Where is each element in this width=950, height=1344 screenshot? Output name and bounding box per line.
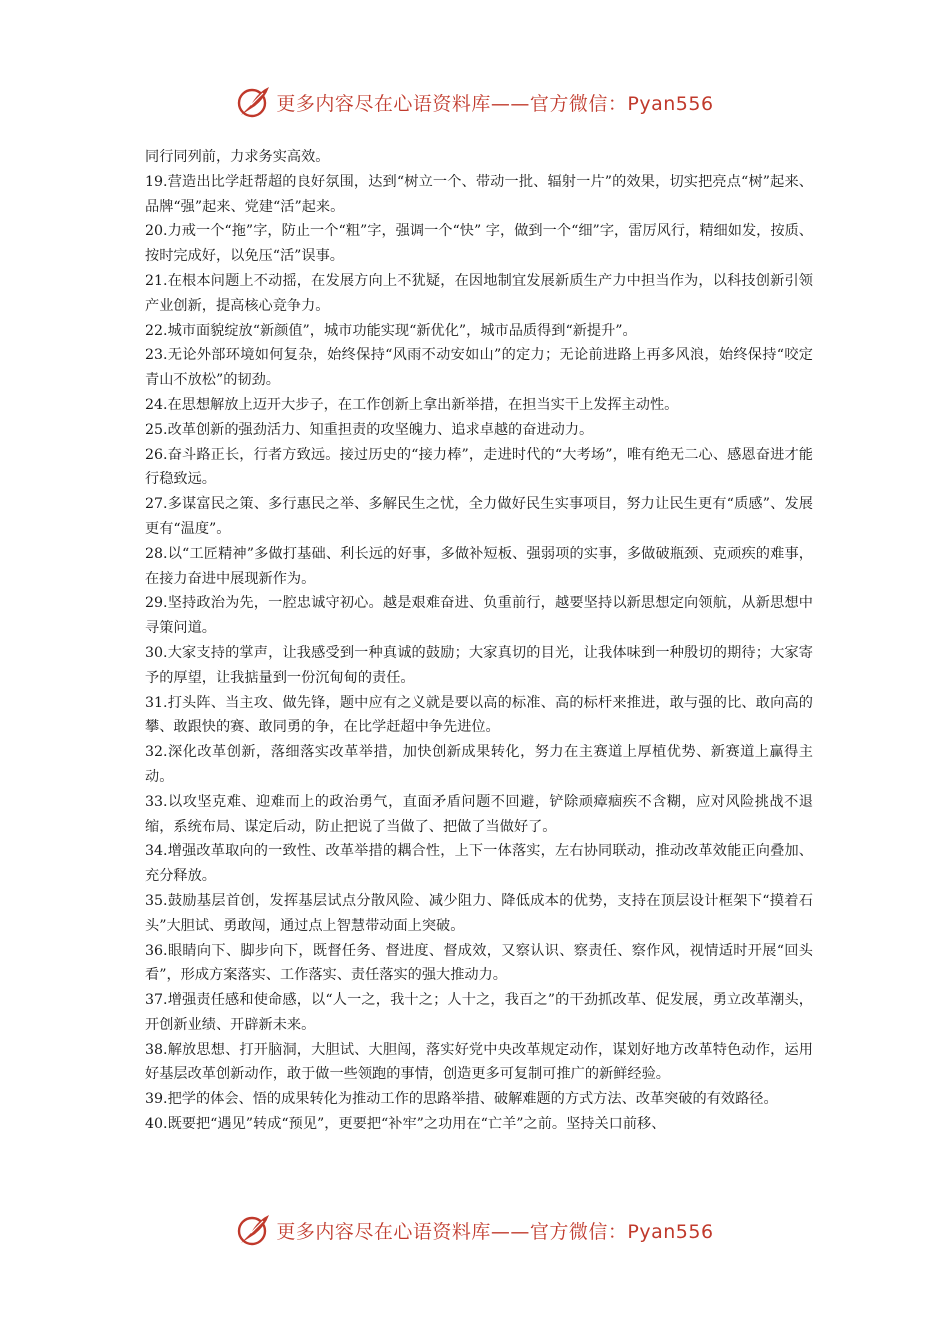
paragraph: 30.大家支持的掌声，让我感受到一种真诚的鼓励；大家真切的目光，让我体味到一种殷切的期待；大家寄予的厚望，让我掂量到一份沉甸甸的责任。: [145, 644, 813, 686]
header-brand-text: 更多内容尽在心语资料库——官方微信：Pyan556: [276, 92, 714, 115]
paragraph: 25.改革创新的强劲活力、知重担责的攻坚魄力、追求卓越的奋进动力。: [145, 421, 594, 438]
paragraph: 39.把学的体会、悟的成果转化为推动工作的思路举措、破解难题的方式方法、改革突破的有效路径。: [145, 1091, 778, 1108]
paragraph: 27.多谋富民之策、多行惠民之举、多解民生之忧，全力做好民生实事项目，努力让民生更有“质感”、发展更有“温度”。: [145, 496, 813, 537]
paragraph: 19.营造出比学赶帮超的良好氛围，达到“树立一个、带动一批、辐射一片”的效果，切实把亮点“树”起来、品牌“强”起来、党建“活”起来。: [145, 173, 813, 215]
footer-banner: [0, 1210, 950, 1250]
paragraph: 32.深化改革创新，落细落实改革举措，加快创新成果转化，努力在主赛道上厚植优势、新赛道上赢得主动。: [145, 744, 813, 785]
paragraph: 22.城市面貌绽放“新颜值”，城市功能实现“新优化”，城市品质得到“新提升”。: [145, 322, 637, 339]
quill-logo-icon: [236, 1212, 272, 1248]
quill-logo-icon: [236, 84, 272, 120]
paragraph: 同行同列前，力求务实高效。: [145, 149, 330, 165]
paragraph: 21.在根本问题上不动摇，在发展方向上不犹疑，在因地制宜发展新质生产力中担当作为，以科技创新引领产业创新，提高核心竞争力。: [145, 272, 813, 314]
paragraph: 31.打头阵、当主攻、做先锋，题中应有之义就是要以高的标准、高的标杆来推进，敢与强的比、敢向高的攀、敢跟快的赛、敢同勇的争，在比学赶超中争先进位。: [145, 694, 813, 736]
header-wechat-id: Pyan556: [627, 92, 714, 115]
paragraph: 28.以“工匠精神”多做打基础、利长远的好事，多做补短板、强弱项的实事，多做破瓶颈、克顽疾的难事，在接力奋进中展现新作为。: [145, 545, 813, 587]
paragraph: 34.增强改革取向的一致性、改革举措的耦合性，上下一体落实，左右协同联动，推动改革效能正向叠加、充分释放。: [145, 843, 813, 885]
paragraph: 38.解放思想、打开脑洞，大胆试、大胆闯，落实好党中央改革规定动作，谋划好地方改革特色动作，运用好基层改革创新动作，敢于做一些领跑的事情，创造更多可复制可推广的新鲜经验。: [145, 1041, 813, 1083]
paragraph: 40.既要把“遇见”转成“预见”，更要把“补牢”之功用在“亡羊”之前。坚持关口前移、: [145, 1116, 666, 1133]
paragraph: 33.以攻坚克难、迎难而上的政治勇气，直面矛盾问题不回避，铲除顽瘴痼疾不含糊，应对风险挑战不退缩，系统布局、谋定后动，防止把说了当做了、把做了当做好了。: [145, 793, 813, 835]
paragraph: 26.奋斗路正长，行者方致远。接过历史的“接力棒”，走进时代的“大考场”，唯有绝无二心、感恩奋进才能行稳致远。: [145, 446, 813, 488]
document-body: [145, 145, 813, 1137]
paragraph: 20.力戒一个“拖”字，防止一个“粗”字，强调一个“快” 字，做到一个“细”字，雷厉风行，精细如发，按质、按时完成好，以免压“活”误事。: [145, 223, 813, 265]
paragraph: 37.增强责任感和使命感，以“人一之，我十之；人十之，我百之”的干劲抓改革、促发展，勇立改革潮头，开创新业绩、开辟新未来。: [145, 992, 813, 1033]
paragraph: 35.鼓励基层首创，发挥基层试点分散风险、减少阻力、降低成本的优势，支持在顶层设计框架下“摸着石头”大胆试、勇敢闯，通过点上智慧带动面上突破。: [145, 892, 813, 934]
paragraph: 24.在思想解放上迈开大步子，在工作创新上拿出新举措，在担当实干上发挥主动性。: [145, 396, 679, 413]
paragraph: 29.坚持政治为先，一腔忠诚守初心。越是艰难奋进、负重前行，越要坚持以新思想定向领航，从新思想中寻策问道。: [145, 595, 813, 637]
paragraph: 36.眼睛向下、脚步向下，既督任务、督进度、督成效，又察认识、察责任、察作风，视情适时开展“回头看”，形成方案落实、工作落实、责任落实的强大推动力。: [145, 942, 813, 984]
paragraph: 23.无论外部环境如何复杂，始终保持“风雨不动安如山”的定力；无论前进路上再多风浪，始终保持“咬定青山不放松”的韧劲。: [145, 347, 813, 389]
header-banner: [0, 82, 950, 122]
footer-wechat-id: Pyan556: [627, 1220, 714, 1243]
footer-brand-text: 更多内容尽在心语资料库——官方微信：Pyan556: [276, 1220, 714, 1243]
